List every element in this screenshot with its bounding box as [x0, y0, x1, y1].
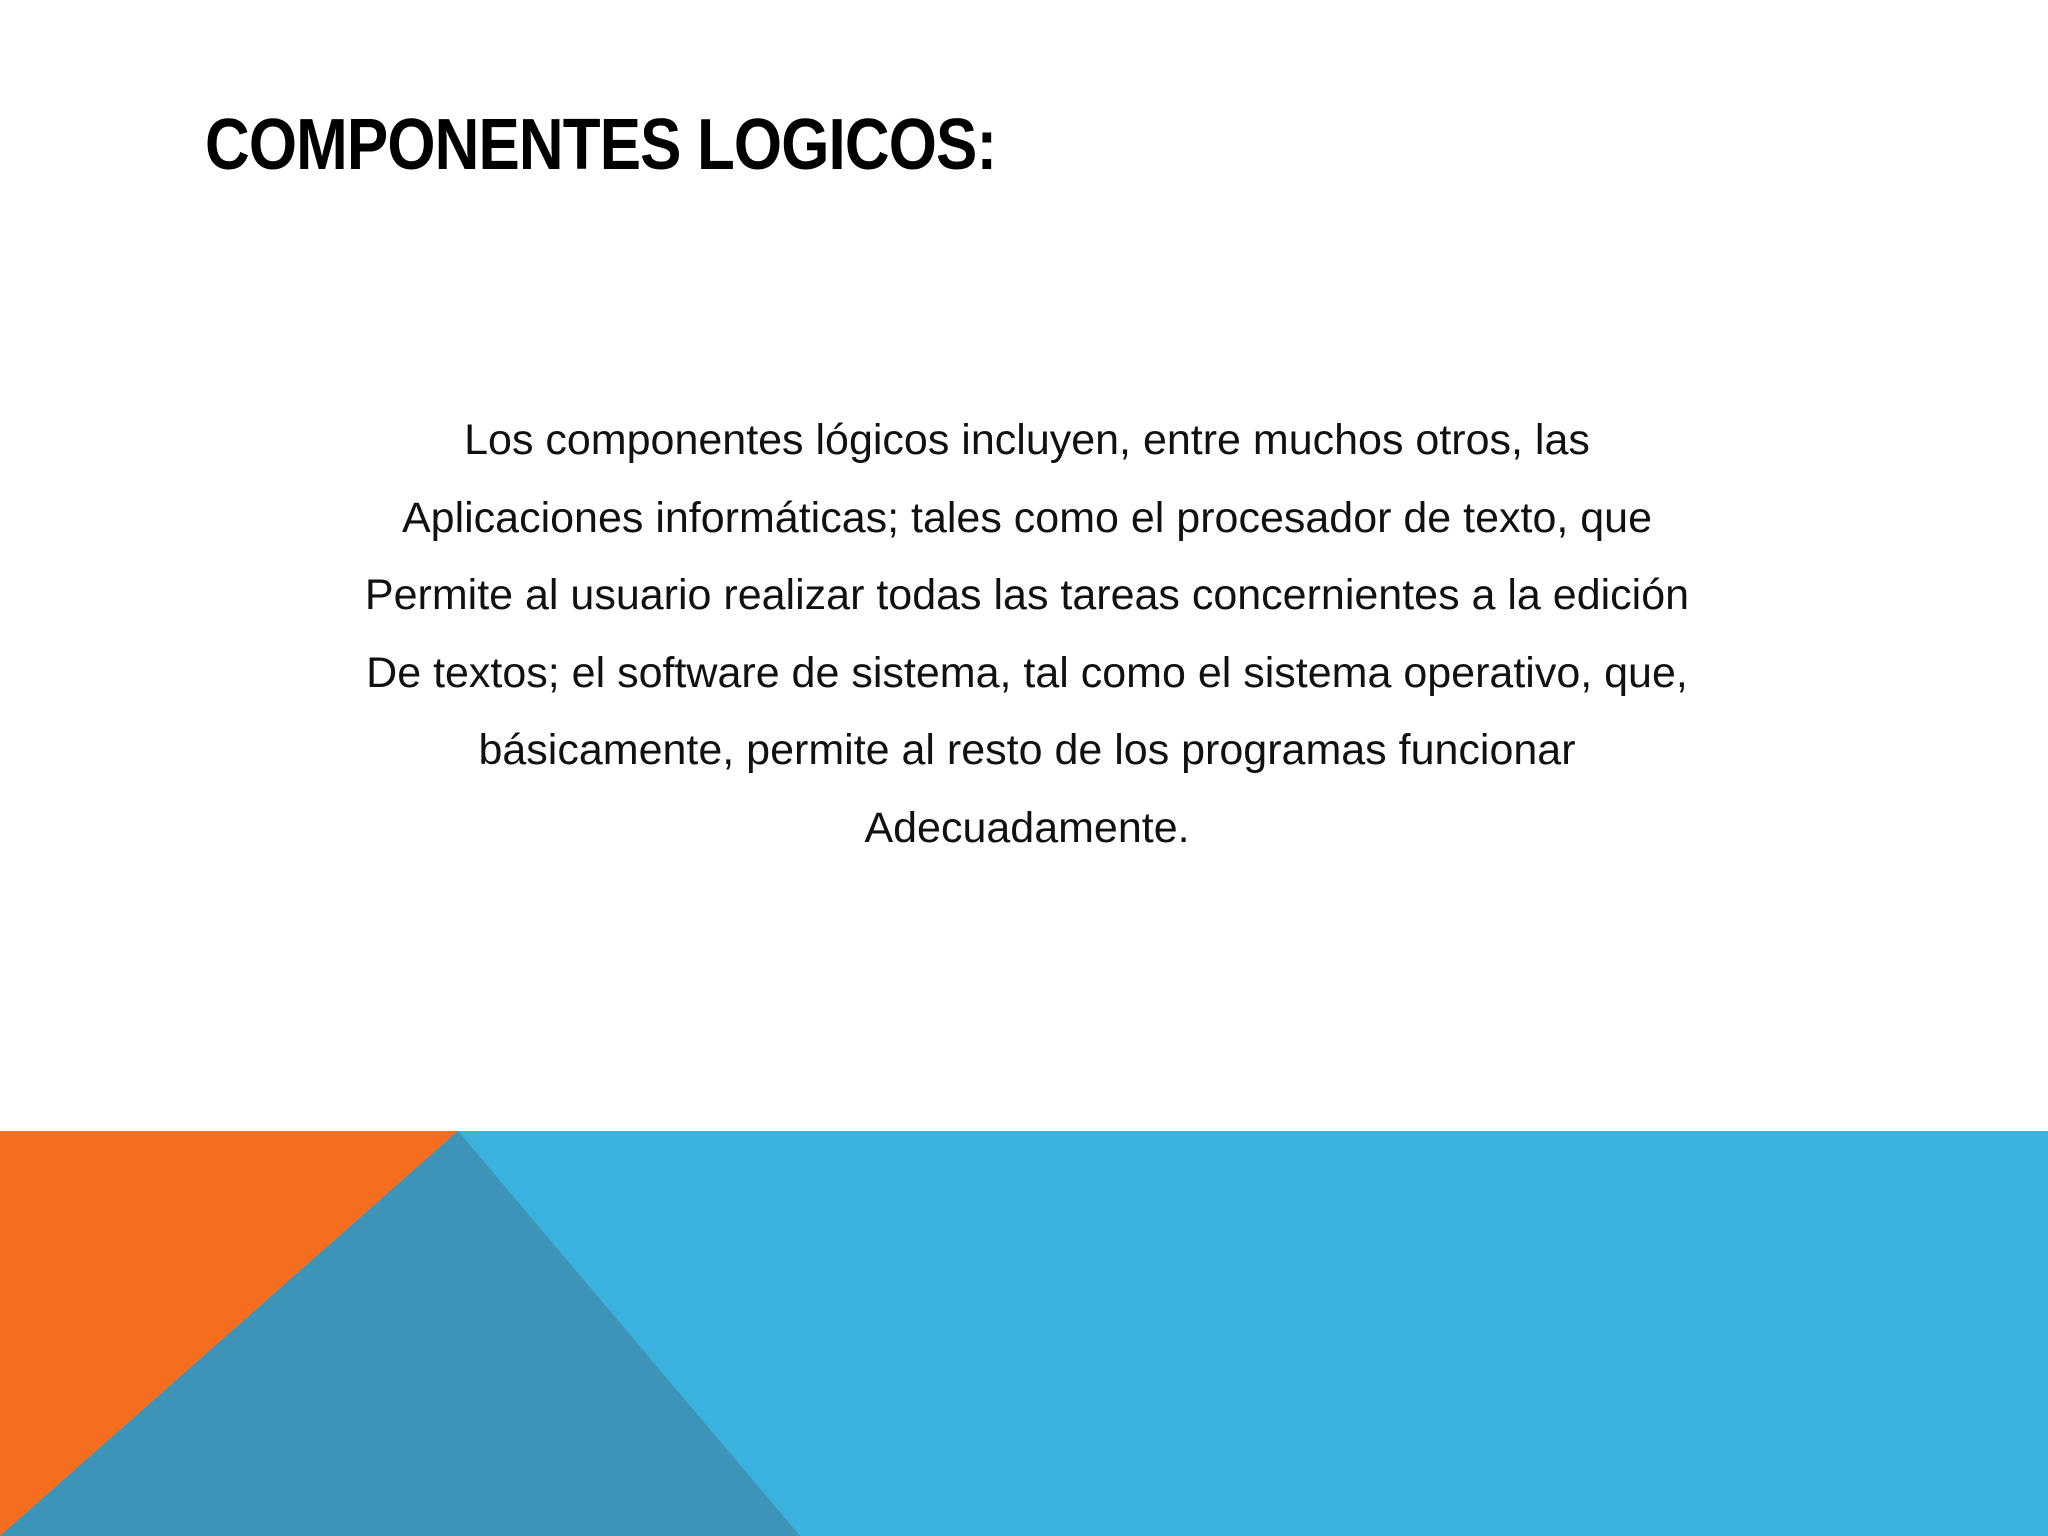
slide-title: COMPONENTES LOGICOS: — [205, 105, 997, 185]
body-line: Permite al usuario realizar todas las tareas concernientes a la edición — [364, 571, 1690, 619]
body-line: Aplicaciones informáticas; tales como el procesador de texto, que — [401, 493, 1653, 542]
body-line: De textos; el software de sistema, tal como el sistema operativo, que, — [366, 648, 1688, 697]
slide-body-text — [220, 402, 1834, 867]
body-line: básicamente, permite al resto de los programas funcionar — [478, 726, 1576, 774]
decorative-shapes — [0, 1131, 2048, 1536]
body-line: Adecuadamente. — [864, 803, 1190, 852]
decorative-color-band — [0, 1131, 2048, 1536]
body-line: Los componentes lógicos incluyen, entre muchos otros, las — [464, 416, 1590, 464]
